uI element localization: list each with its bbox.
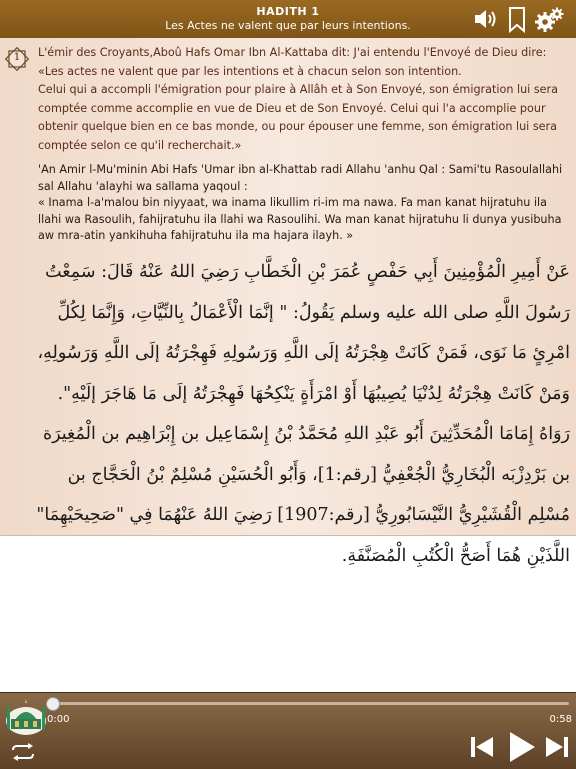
transliteration-paragraph: 'An Amir l-Mu'minin Abi Hafs 'Umar ibn al-Khattab radi Allahu 'anhu Qal : Sami'tu Rasoulallahi sal Allahu 'alayhi wa sallama yaqoul : <box>38 163 563 193</box>
total-time: 0:58 <box>549 714 572 725</box>
hadith-number-badge <box>4 46 30 72</box>
top-bar <box>0 0 576 39</box>
hadith-number: 1 <box>13 52 21 63</box>
progress-thumb[interactable] <box>46 697 60 711</box>
transliteration-paragraph: « Inama l-a'malou bin niyyaat, wa inama likullim ri-im ma nawa. Fa man kanat hijratuhu ila llahi wa Rasoulih, fahijratuhu ila llahi wa Rasoulihi. Wa man kanat hijratuhu li dunya yusibuha aw mra-atin yankihuha fahijratuhu ila ma hajara ilayh. » <box>38 196 562 243</box>
gear-icon[interactable] <box>535 7 565 33</box>
bookmark-icon[interactable] <box>508 7 526 33</box>
previous-icon[interactable] <box>470 736 494 762</box>
audio-player <box>0 692 576 769</box>
arabic-text <box>30 252 570 576</box>
mosque-icon <box>5 693 47 735</box>
repeat-icon[interactable] <box>10 743 36 765</box>
french-paragraph: L'émir des Croyants,Aboû Hafs Omar Ibn Al-Kattaba dit: J'ai entendu l'Envoyé de Dieu dire: <box>38 46 547 59</box>
hadith-title: HADITH 1 <box>256 5 320 18</box>
french-translation <box>38 44 566 156</box>
current-time: 0:00 <box>47 714 70 725</box>
hadith-content[interactable] <box>0 38 576 566</box>
transliteration <box>38 162 566 245</box>
speaker-icon[interactable] <box>473 7 499 31</box>
next-icon[interactable] <box>545 736 569 762</box>
progress-track[interactable] <box>52 702 569 705</box>
french-paragraph: «Les actes ne valent que par les intentions et à chacun selon son intention. <box>38 64 462 78</box>
french-paragraph: Celui qui a accompli l'émigration pour plaire à Allâh et à Son Envoyé, son émigration lui sera comptée comme accomplie en vue de Dieu et de Son Envoyé. Celui qui l'a accomplie pour obtenir quelque bien en ce bas monde, ou pour épouser une femme, son émigration lui sera comptée selon ce qu'il recherchait.» <box>38 83 559 152</box>
hadith-subtitle: Les Actes ne valent que par leurs intentions. <box>165 19 411 32</box>
play-icon[interactable] <box>508 731 536 767</box>
arabic-paragraph: عَنْ أَمِيرِ الْمُؤْمِنِينَ أَبِي حَفْصٍ عُمَرَ بْنِ الْخَطَّابِ رَضِيَ اللهُ عَنْهُ قَالَ: سَمِعْتُ رَسُولَ اللَّهِ صلى الله عليه وسلم يَقُولُ: " إنَّمَا الْأَعْمَالُ بِالنِّيَّاتِ، وَإِنَّمَا لِكُلِّ امْرِئٍ مَا نَوَى، فَمَنْ كَانَتْ هِجْرَتُهُ إلَى اللَّهِ وَرَسُولِهِ فَهِجْرَتُهُ إلَى اللَّهِ وَرَسُولِهِ، وَمَنْ كَانَتْ هِجْرَتُهُ لِدُنْيَا يُصِيبُهَا أَوْ امْرَأَةٍ يَنْكِحُهَا فَهِجْرَتُهُ إلَى مَا هَاجَرَ إلَيْهِ". <box>37 262 570 404</box>
arabic-paragraph: رَوَاهُ إِمَامَا الْمُحَدِّثِينَ أَبُو عَبْدِ اللهِ مُحَمَّدُ بْنُ إِسْمَاعِيل بن إِبْرَاهِيم بن الْمُغِيرَة بن بَرْدِزْبَه الْبُخَارِيُّ الْجُعْفِيُّ [رقم:1]، وَأَبُو الْحُسَيْنِ مُسْلِمٌ بْنُ الْحَجَّاج بن مُسْلِم الْقُشَيْرِيُّ النَّيْسَابُورِيُّ [رقم:1907] رَضِيَ اللهُ عَنْهُمَا فِي "صَحِيحَيْهِمَا" اللَّذَيْنِ هُمَا أَصَحُّ الْكُتُبِ الْمُصَنَّفَةِ. <box>36 424 570 566</box>
